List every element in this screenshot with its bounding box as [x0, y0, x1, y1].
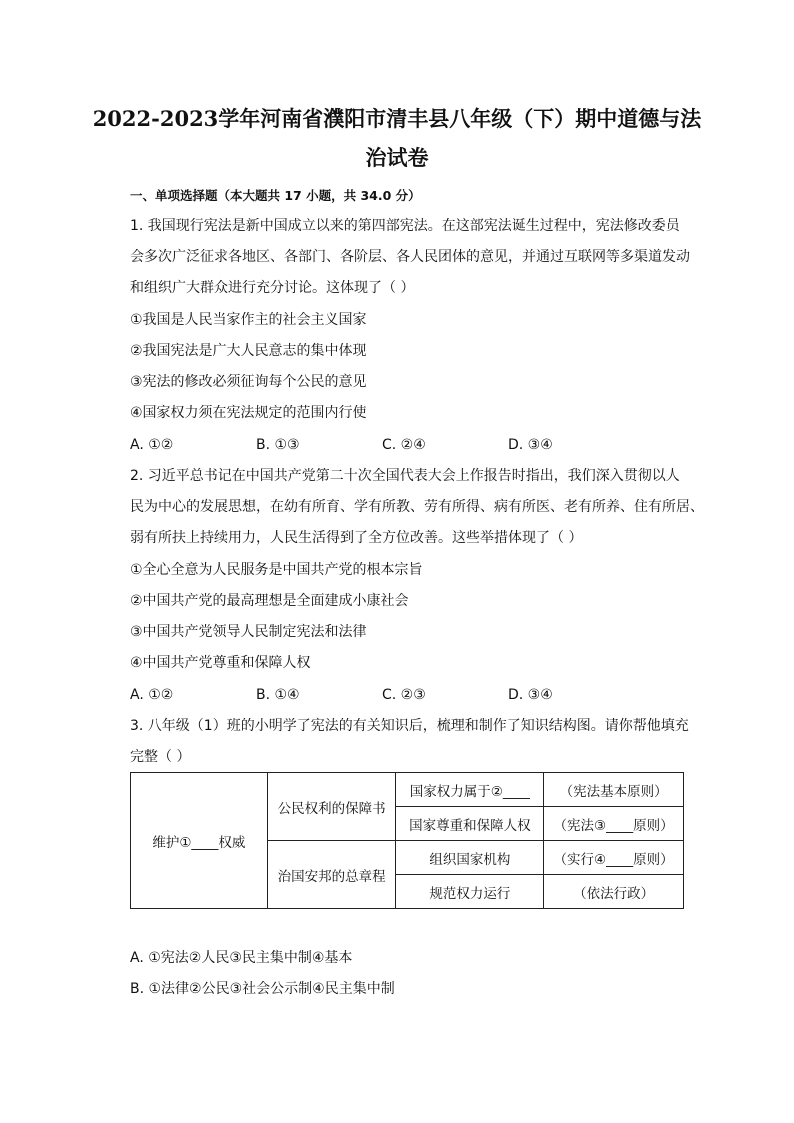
- table-item: 国家权力属于②____: [396, 773, 544, 807]
- q1-option-a[interactable]: A. ①②: [130, 437, 174, 453]
- q2-option-a[interactable]: A. ①②: [130, 687, 174, 703]
- table-note: （依法行政）: [544, 875, 684, 909]
- exam-title-line-2: 治试卷: [365, 145, 429, 170]
- table-item: 国家尊重和保障人权: [396, 807, 544, 841]
- q2-statement: ④中国共产党尊重和保障人权: [130, 655, 311, 671]
- q3-stem-line-2: 完整（ ）: [130, 749, 191, 765]
- q2-stem-line-2: 民为中心的发展思想，在幼有所育、学有所教、劳有所得、病有所医、老有所养、住有所居、: [130, 499, 704, 515]
- table-item: 规范权力运行: [396, 875, 544, 909]
- table-note: （宪法③____原则）: [544, 807, 684, 841]
- q2-option-c[interactable]: C. ②③: [382, 687, 426, 703]
- q1-statement: ①我国是人民当家作主的社会主义国家: [130, 312, 367, 328]
- table-branch-governance: 治国安邦的总章程: [267, 841, 396, 909]
- q1-stem-line-3: 和组织广大群众进行充分讨论。这体现了（ ）: [130, 280, 415, 296]
- q1-option-d[interactable]: D. ③④: [508, 437, 553, 453]
- q2-statement: ③中国共产党领导人民制定宪法和法律: [130, 624, 367, 640]
- q3-option-b[interactable]: B. ①法律②公民③社会公示制④民主集中制: [130, 981, 395, 997]
- q2-option-d[interactable]: D. ③④: [508, 687, 553, 703]
- table-note: （宪法基本原则）: [544, 773, 684, 807]
- q3-option-a[interactable]: A. ①宪法②人民③民主集中制④基本: [130, 950, 353, 966]
- q2-statement: ①全心全意为人民服务是中国共产党的根本宗旨: [130, 562, 423, 578]
- q3-stem-line-1: 3. 八年级（1）班的小明学了宪法的有关知识后，梳理和制作了知识结构图。请你帮他填充: [130, 718, 689, 734]
- table-root-cell: 维护①____权威: [131, 773, 268, 909]
- q1-stem-line-2: 会多次广泛征求各地区、各部门、各阶层、各人民团体的意见，并通过互联网等多渠道发动: [130, 249, 690, 265]
- q1-statement: ③宪法的修改必须征询每个公民的意见: [130, 374, 367, 390]
- knowledge-structure-table: [130, 772, 684, 909]
- q1-statement: ②我国宪法是广大人民意志的集中体现: [130, 343, 367, 359]
- q2-stem-line-1: 2. 习近平总书记在中国共产党第二十次全国代表大会上作报告时指出，我们深入贯彻以人: [130, 468, 680, 484]
- q2-option-b[interactable]: B. ①④: [256, 687, 300, 703]
- q1-statement: ④国家权力须在宪法规定的范围内行使: [130, 405, 367, 421]
- exam-title-line-1: 2022-2023学年河南省濮阳市清丰县八年级（下）期中道德与法: [92, 106, 702, 131]
- q1-option-c[interactable]: C. ②④: [382, 437, 426, 453]
- table-note: （实行④____原则）: [544, 841, 684, 875]
- q1-option-b[interactable]: B. ①③: [256, 437, 300, 453]
- table-branch-rights: 公民权利的保障书: [267, 773, 396, 841]
- q1-stem-line-1: 1. 我国现行宪法是新中国成立以来的第四部宪法。在这部宪法诞生过程中，宪法修改委员: [130, 218, 680, 234]
- q2-stem-line-3: 弱有所扶上持续用力，人民生活得到了全方位改善。这些举措体现了（ ）: [130, 530, 583, 546]
- section-heading: 一、单项选择题（本大题共 17 小题，共 34.0 分）: [130, 188, 421, 203]
- q2-statement: ②中国共产党的最高理想是全面建成小康社会: [130, 593, 409, 609]
- table-item: 组织国家机构: [396, 841, 544, 875]
